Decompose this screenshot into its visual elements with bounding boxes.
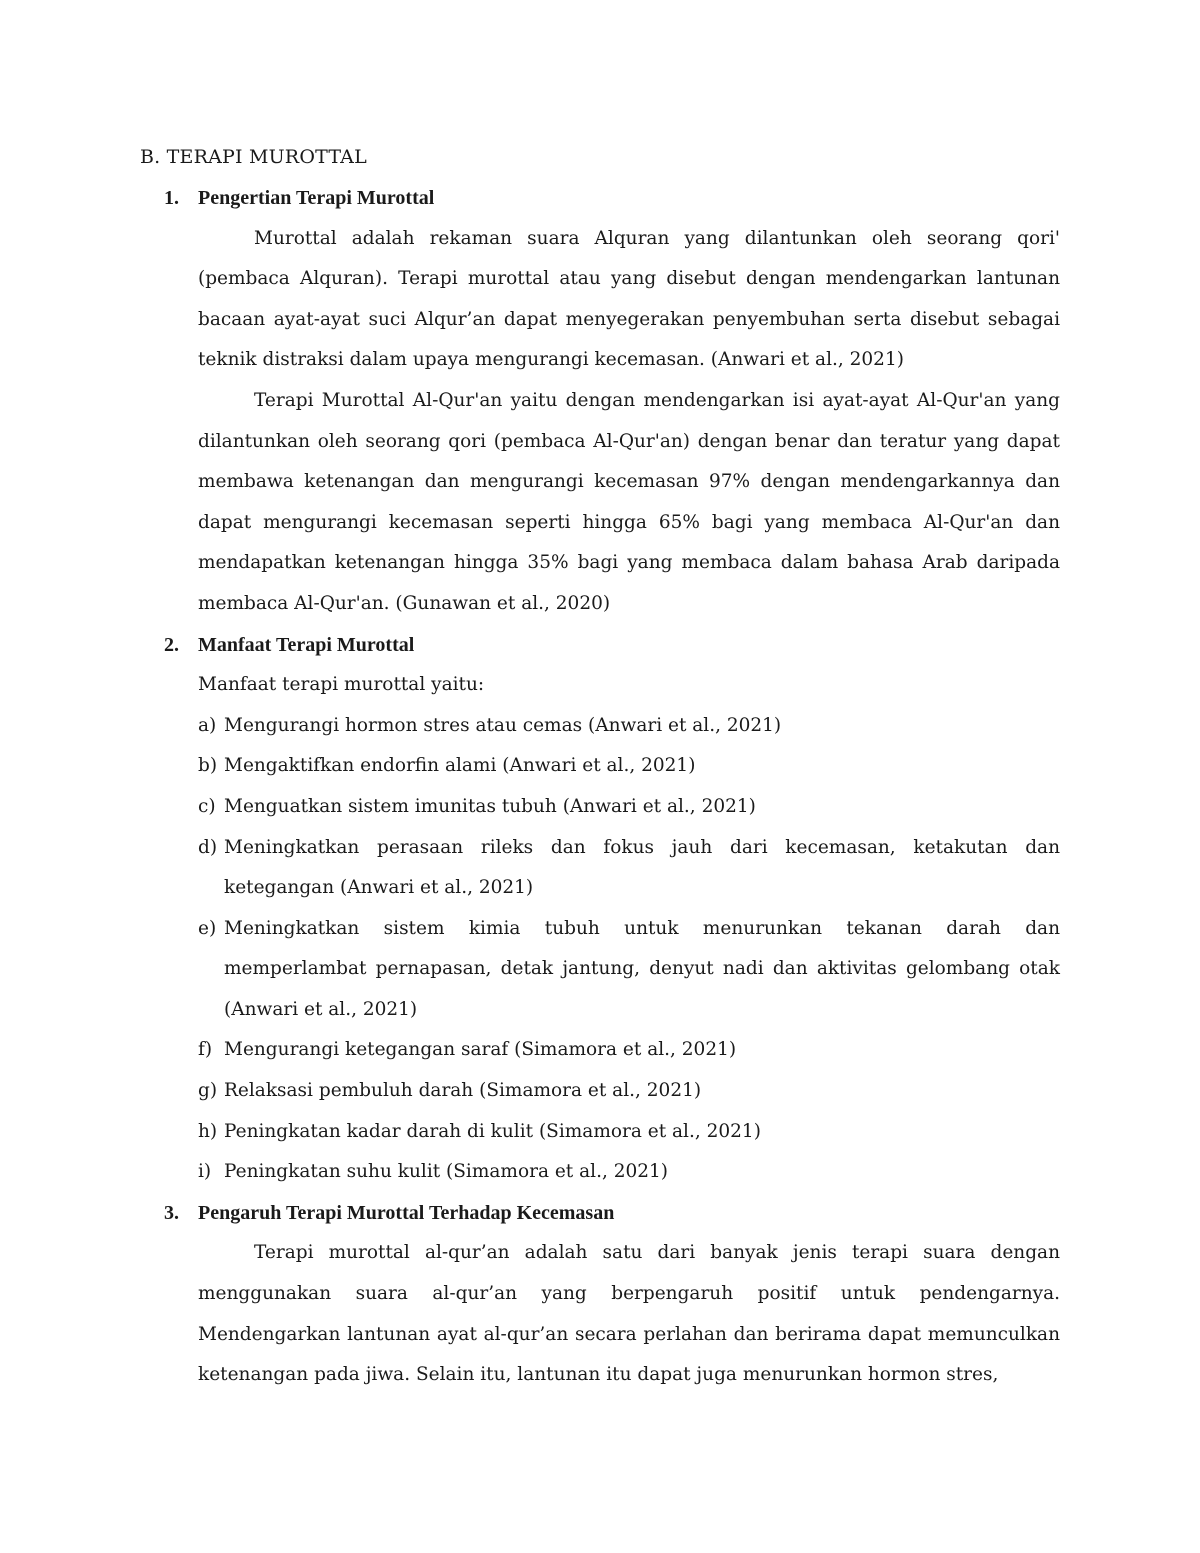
list-item-text: Mengurangi ketegangan saraf (Simamora et al., 2021) bbox=[224, 1039, 737, 1061]
list-marker: h) bbox=[198, 1120, 218, 1142]
subsection-number: 2. bbox=[164, 633, 179, 656]
document-body bbox=[164, 178, 1060, 1396]
list-marker: c) bbox=[198, 795, 216, 817]
list-marker: a) bbox=[198, 714, 217, 736]
list-item-text: Mengurangi hormon stres atau cemas (Anwari et al., 2021) bbox=[224, 714, 782, 736]
list-item bbox=[198, 706, 1060, 747]
list-item-text: Peningkatan suhu kulit (Simamora et al., 2021) bbox=[224, 1161, 669, 1183]
list-item bbox=[198, 746, 1060, 787]
list-item bbox=[198, 1152, 1060, 1193]
section-title: B. TERAPI MUROTTAL bbox=[140, 146, 367, 168]
subsection-title: Pengertian Terapi Murottal bbox=[198, 187, 435, 209]
list-item-text: Relaksasi pembuluh darah (Simamora et al., 2021) bbox=[224, 1080, 702, 1102]
subsection-title: Pengaruh Terapi Murottal Terhadap Kecemasan bbox=[198, 1201, 615, 1224]
paragraph: Murottal adalah rekaman suara Alquran yang dilantunkan oleh seorang qori' (pembaca Alquran). Terapi murottal atau yang disebut dengan mendengarkan lantunan bacaan ayat-ayat suci Alqur’an dapat menyegerakan penyembuhan serta disebut sebagai teknik distraksi dalam upaya mengurangi kecemasan. (Anwari et al., 2021) bbox=[198, 227, 1060, 371]
list-item bbox=[198, 1030, 1060, 1071]
subsection-heading-3 bbox=[164, 1193, 1060, 1234]
list-item bbox=[198, 1071, 1060, 1112]
list-item bbox=[198, 909, 1060, 1031]
subsection-number: 1. bbox=[164, 187, 179, 209]
list-marker: e) bbox=[198, 917, 217, 939]
subsection-heading-2 bbox=[164, 625, 1060, 666]
list-marker: d) bbox=[198, 836, 218, 858]
list-item-text: Peningkatan kadar darah di kulit (Simamora et al., 2021) bbox=[224, 1120, 761, 1142]
paragraph: Terapi Murottal Al-Qur'an yaitu dengan mendengarkan isi ayat-ayat Al-Qur'an yang dilantunkan oleh seorang qori (pembaca Al-Qur'an) dengan benar dan teratur yang dapat membawa ketenangan dan mengurangi kecemasan 97% dengan mendengarkannya dan dapat mengurangi kecemasan seperti hingga 65% bagi yang membaca Al-Qur'an dan mendapatkan ketenangan hingga 35% bagi yang membaca dalam bahasa Arab daripada membaca Al-Qur'an. (Gunawan et al., 2020) bbox=[198, 389, 1060, 614]
subsection-title: Manfaat Terapi Murottal bbox=[198, 633, 415, 656]
list-intro: Manfaat terapi murottal yaitu: bbox=[198, 674, 485, 696]
paragraph: Terapi murottal al-qur’an adalah satu dari banyak jenis terapi suara dengan menggunakan suara al-qur’an yang berpengaruh positif untuk pendengarnya. Mendengarkan lantunan ayat al-qur’an secara perlahan dan berirama dapat memunculkan ketenangan pada jiwa. Selain itu, lantunan itu dapat juga menurunkan hormon stres, bbox=[198, 1242, 1060, 1386]
list-item bbox=[198, 787, 1060, 828]
list-marker: f) bbox=[198, 1039, 213, 1061]
list-marker: b) bbox=[198, 755, 218, 777]
list-item-text: Mengaktifkan endorfin alami (Anwari et al., 2021) bbox=[224, 755, 696, 777]
subsection-number: 3. bbox=[164, 1201, 179, 1224]
list-item bbox=[198, 828, 1060, 909]
list-item-text: Menguatkan sistem imunitas tubuh (Anwari et al., 2021) bbox=[224, 795, 756, 817]
list-item bbox=[198, 1112, 1060, 1153]
list-marker: g) bbox=[198, 1080, 218, 1102]
subsection-heading-1 bbox=[164, 178, 1060, 219]
list-marker: i) bbox=[198, 1161, 212, 1183]
list-item-text: Meningkatkan sistem kimia tubuh untuk menurunkan tekanan darah dan memperlambat pernapasan, detak jantung, denyut nadi dan aktivitas gelombang otak (Anwari et al., 2021) bbox=[224, 917, 1060, 1020]
list-item-text: Meningkatkan perasaan rileks dan fokus jauh dari kecemasan, ketakutan dan ketegangan (Anwari et al., 2021) bbox=[224, 836, 1060, 899]
